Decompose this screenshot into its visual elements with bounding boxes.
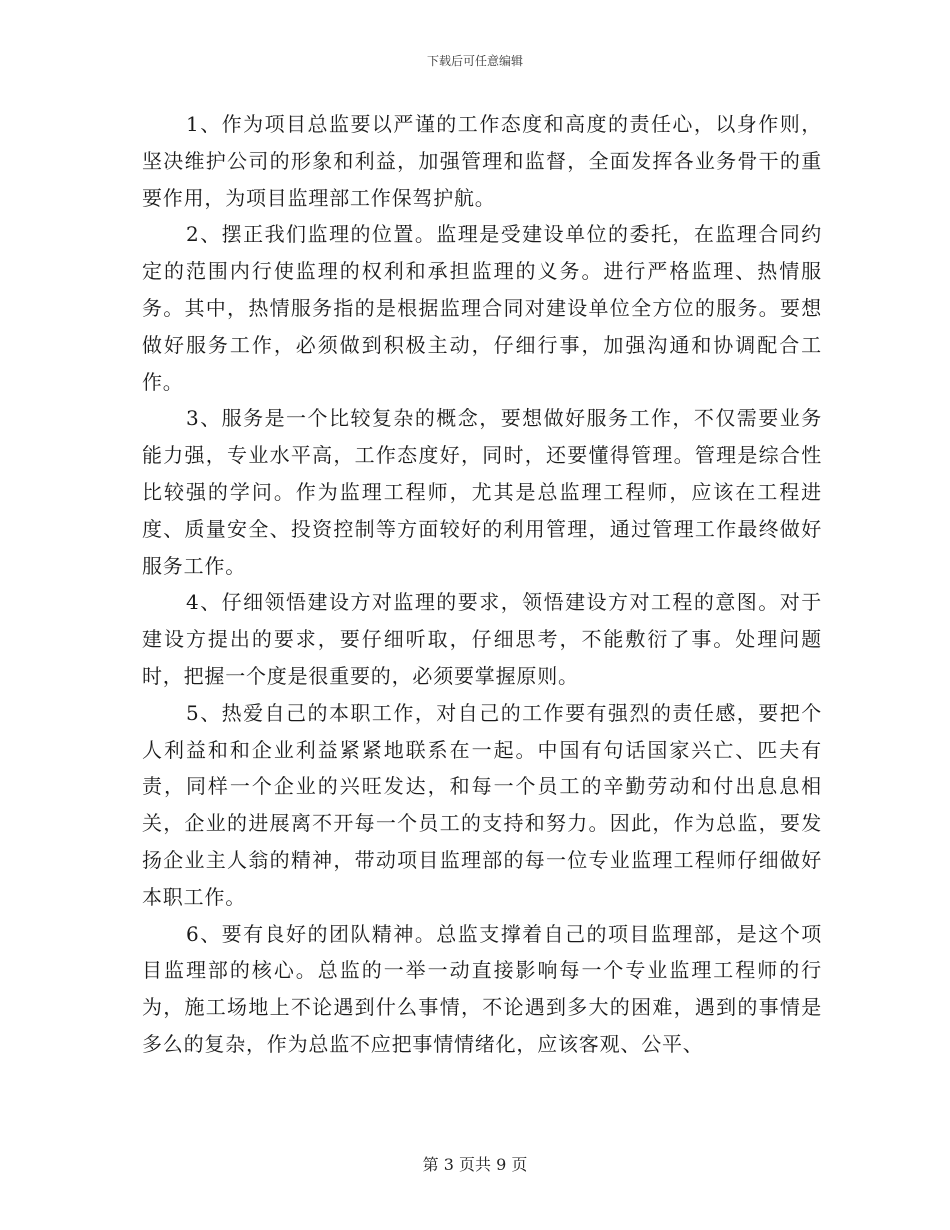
document-body <box>142 106 822 1063</box>
paragraph-4: 4、仔细领悟建设方对监理的要求，领悟建设方对工程的意图。对于建设方提出的要求，要仔细听取，仔细思考，不能敷衍了事。处理问题时，把握一个度是很重要的，必须要掌握原则。 <box>142 590 822 688</box>
paragraph-5: 5、热爱自己的本职工作，对自己的工作要有强烈的责任感，要把个人利益和和企业利益紧紧地联系在一起。中国有句话国家兴亡、匹夫有责，同样一个企业的兴旺发达，和每一个员工的辛勤劳动和付出息息相关，企业的进展离不开每一个员工的支持和努力。因此，作为总监，要发扬企业主人翁的精神，带动项目监理部的每一位专业监理工程师仔细做好本职工作。 <box>142 700 822 909</box>
page-footer: 第 3 页共 9 页 <box>422 1155 528 1174</box>
paragraph-6: 6、要有良好的团队精神。总监支撑着自己的项目监理部，是这个项目监理部的核心。总监的一举一动直接影响每一个专业监理工程师的行为，施工场地上不论遇到什么事情，不论遇到多大的困难，遇到的事情是多么的复杂，作为总监不应把事情情绪化，应该客观、公平、 <box>142 921 822 1056</box>
paragraph-3: 3、服务是一个比较复杂的概念，要想做好服务工作，不仅需要业务能力强，专业水平高，工作态度好，同时，还要懂得管理。管理是综合性比较强的学问。作为监理工程师，尤其是总监理工程师，应该在工程进度、质量安全、投资控制等方面较好的利用管理，通过管理工作最终做好服务工作。 <box>142 406 822 578</box>
page-header: 下载后可任意编辑 <box>426 54 523 68</box>
paragraph-2: 2、摆正我们监理的位置。监理是受建设单位的委托，在监理合同约定的范围内行使监理的权利和承担监理的义务。进行严格监理、热情服务。其中，热情服务指的是根据监理合同对建设单位全方位的服务。要想做好服务工作，必须做到积极主动，仔细行事，加强沟通和协调配合工作。 <box>142 222 822 394</box>
paragraph-1: 1、作为项目总监要以严谨的工作态度和高度的责任心，以身作则，坚决维护公司的形象和利益，加强管理和监督，全面发挥各业务骨干的重要作用，为项目监理部工作保驾护航。 <box>142 112 822 210</box>
